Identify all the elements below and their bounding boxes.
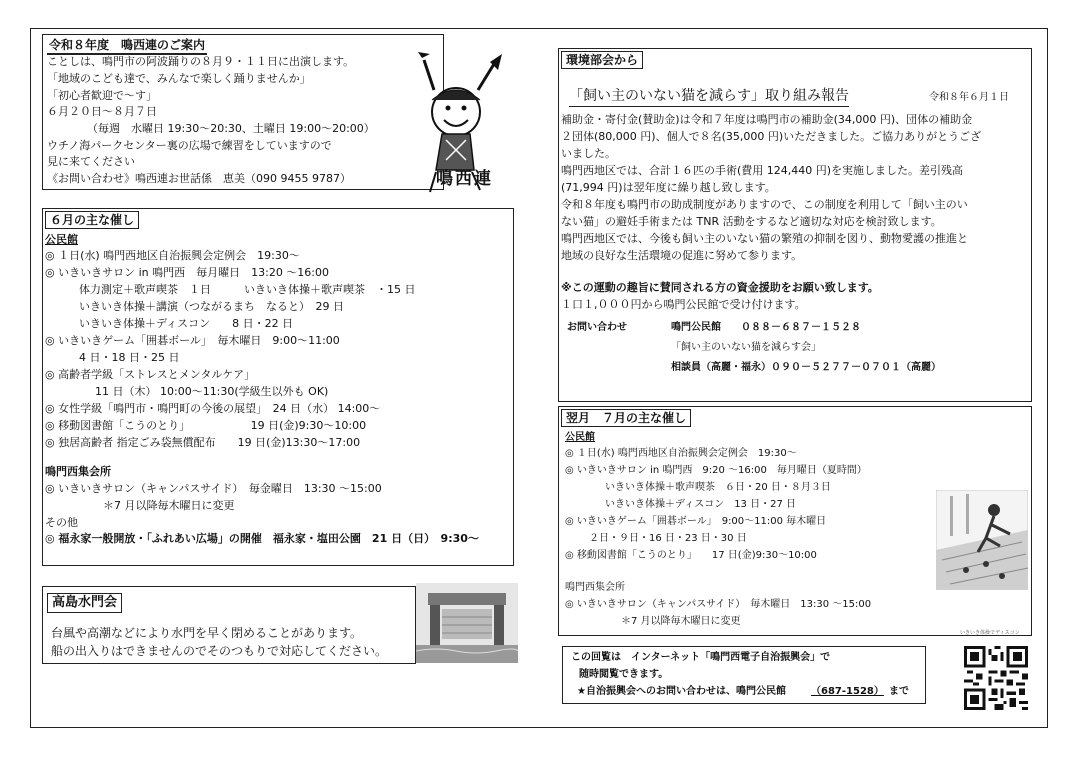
june-event-line: ◎ 女性学級「鳴門市・鳴門町の今後の展望」 24 日（水） 14:00～	[45, 402, 381, 415]
june-event-line: ◎ 高齢者学級「ストレスとメンタルケア」	[45, 368, 256, 381]
july-event-line: いきいき体操＋歌声喫茶 ６日・20 日・８月３日	[605, 482, 831, 493]
contact-line: 鳴門公民館 ０８８－６８７－１５２８	[671, 322, 861, 333]
july-event-line: ◎ １日(水) 鳴門西地区自治振興会定例会 19:30～	[565, 448, 797, 459]
july-shukaisho-line: ＊7 月以降毎木曜日に変更	[621, 616, 741, 627]
kankyo-line: 補助金・寄付金(賛助金)は令和７年度は鳴門市の補助金(34,000 円)、団体の補助金	[561, 113, 973, 126]
awaodori-section	[42, 34, 444, 190]
footer-line: 随時閲覧できます。	[579, 669, 669, 680]
kankyo-line: いました。	[561, 147, 616, 160]
kankyo-line: 地域の良好な生活環境の促進に努めて参ります。	[561, 249, 803, 262]
water-gate-photo	[416, 583, 518, 663]
kankyo-line: ２団体(80,000 円)、個人で８名(35,000 円)いただきました。ご協力ありがとうござ	[561, 130, 982, 143]
kankyo-section	[558, 48, 1032, 402]
july-event-line: いきいき体操＋ディスコン 13 日・27 日	[605, 499, 797, 510]
awaodori-line: 《お問い合わせ》鳴西連お世話係 恵美（090 9455 9787）	[47, 172, 351, 185]
july-event-line: ◎ 移動図書館「こうのとり」 17 日(金)9:30～10:00	[565, 550, 817, 561]
footer-phone: （687-1528）	[811, 686, 884, 697]
suimon-section	[42, 586, 416, 664]
kankyo-line: (71,994 円)は翌年度に繰り越し致します。	[561, 181, 776, 194]
june-shukaisho-line: ◎ いきいきサロン（キャンパスサイド） 毎金曜日 13:30 ～15:00	[45, 482, 382, 495]
june-event-line: ◎ いきいきサロン in 鳴門西 毎月曜日 13:20 ～16:00	[45, 266, 330, 279]
june-event-line: 体力測定＋歌声喫茶 １日 いきいき体操＋歌声喫茶 ・15 日	[79, 283, 416, 296]
suimon-title: 高島水門会	[47, 593, 122, 613]
june-event-line: ◎ 移動図書館「こうのとり」 19 日(金)9:30～10:00	[45, 419, 367, 432]
awaodori-line: ことしは、鳴門市の阿波踊りの８月９・１１日に出演します。	[47, 55, 355, 68]
renmei-logo-text: 鳴西連	[436, 169, 493, 189]
kankyo-line: 令和８年度も鳴門市の助成制度がありますので、この制度を利用して「飼い主のい	[561, 198, 968, 211]
cat-report-title: 「飼い主のいない猫を減らす」取り組み報告	[569, 87, 849, 107]
qr-code[interactable]	[964, 646, 1028, 710]
shukaisho-label: 鳴門西集会所	[45, 465, 111, 478]
footer-notice	[562, 646, 926, 704]
june-event-line: ◎ 独居高齢者 指定ごみ袋無償配布 19 日(金)13:30～17:00	[45, 436, 361, 449]
june-event-line: 11 日（木） 10:00～11:30(学級生以外も OK)	[95, 385, 329, 398]
july-event-line: ２日・９日・16 日・23 日・30 日	[589, 533, 747, 544]
july-event-line: ◎ いきいきゲーム「囲碁ボール」 9:00～11:00 毎木曜日	[565, 516, 827, 527]
fund-request-line: ※この運動の趣旨に賛同される方の資金援助をお願い致します。	[561, 281, 879, 294]
footer-tail: まで	[889, 686, 909, 697]
june-events-title: ６月の主な催し	[45, 211, 139, 229]
june-event-line: ◎ いきいきゲーム「囲碁ボール」 毎木曜日 9:00～11:00	[45, 334, 340, 347]
june-event-line: 4 日・18 日・25 日	[79, 351, 180, 364]
suimon-line: 船の出入りはできませんのでそのつもりで対応してください。	[51, 644, 388, 658]
awaodori-line: （毎週 水曜日 19:30～20:30、土曜日 19:00～20:00）	[87, 122, 375, 135]
shukaisho-label: 鳴門西集会所	[565, 582, 625, 593]
awaodori-line: ウチノ海パークセンター裏の広場で練習をしていますので	[47, 139, 332, 152]
awaodori-line: 「地域のこども達で、みんなで楽しく踊りませんか」	[47, 72, 311, 85]
footer-line: この回覧は インターネット「鳴門西電子自治振興会」で	[571, 652, 831, 663]
awaodori-line: 「初心者歓迎で～す」	[47, 89, 157, 102]
photo-caption: いきいき体操でディスコン	[960, 630, 1020, 636]
footer-line: ★自治振興会へのお問い合わせは、鳴門公民館	[577, 686, 786, 697]
report-date: 令和８年６月１日	[929, 92, 1009, 103]
awaodori-line: ６月２０日～８月７日	[47, 105, 157, 118]
june-event-line: いきいき体操＋ディスコン 8 日・22 日	[79, 317, 294, 330]
kankyo-line: 鳴門西地区では、今後も飼い主のいない猫の繁殖の抑制を図り、動物愛護の推進と	[561, 232, 968, 245]
awaodori-line: 見に来てください	[47, 155, 135, 168]
june-shukaisho-line: ＊7 月以降毎木曜日に変更	[103, 499, 235, 512]
other-label: その他	[45, 516, 78, 529]
june-event-line: いきいき体操＋講演（つながるまち なると） 29 日	[79, 300, 344, 313]
fund-request-line: １口１,０００円から鳴門公民館で受け付けます。	[561, 298, 806, 311]
july-shukaisho-line: ◎ いきいきサロン（キャンパスサイド） 毎木曜日 13:30 ～15:00	[565, 599, 872, 610]
contact-line: 「飼い主のいない猫を減らす会」	[671, 342, 821, 353]
july-events-title: 翌月 ７月の主な催し	[561, 409, 691, 427]
kankyo-line: 鳴門西地区では、合計１６匹の手術(費用 124,440 円)を実施しました。差引残高	[561, 164, 964, 177]
discon-game-photo	[936, 490, 1028, 590]
kominkan-label: 公民館	[45, 233, 78, 246]
suimon-line: 台風や高潮などにより水門を早く閉めることがあります。	[51, 626, 363, 640]
awaodori-title: 令和８年度 鳴西連のご案内	[47, 37, 207, 55]
june-event-line: ◎ １日(水) 鳴門西地区自治振興会定例会 19:30～	[45, 249, 300, 262]
june-events-section	[42, 208, 514, 566]
contact-label: お問い合わせ	[567, 322, 627, 333]
kominkan-label: 公民館	[565, 432, 595, 443]
kankyo-line: ない猫」の避妊手術または TNR 活動をするなど適切な対応を検討致します。	[561, 215, 942, 228]
july-event-line: ◎ いきいきサロン in 鳴門西 9:20 ～16:00 毎月曜日（夏時間）	[565, 465, 867, 476]
kankyo-title: 環境部会から	[561, 51, 643, 69]
contact-line: 相談員（高麗・福永）０９０－５２７７－０７０１（高麗）	[671, 362, 941, 373]
june-other-line: ◎ 福永家一般開放・「ふれあい広場」の開催 福永家・塩田公園 21 日（日） 9:30～	[45, 532, 479, 545]
